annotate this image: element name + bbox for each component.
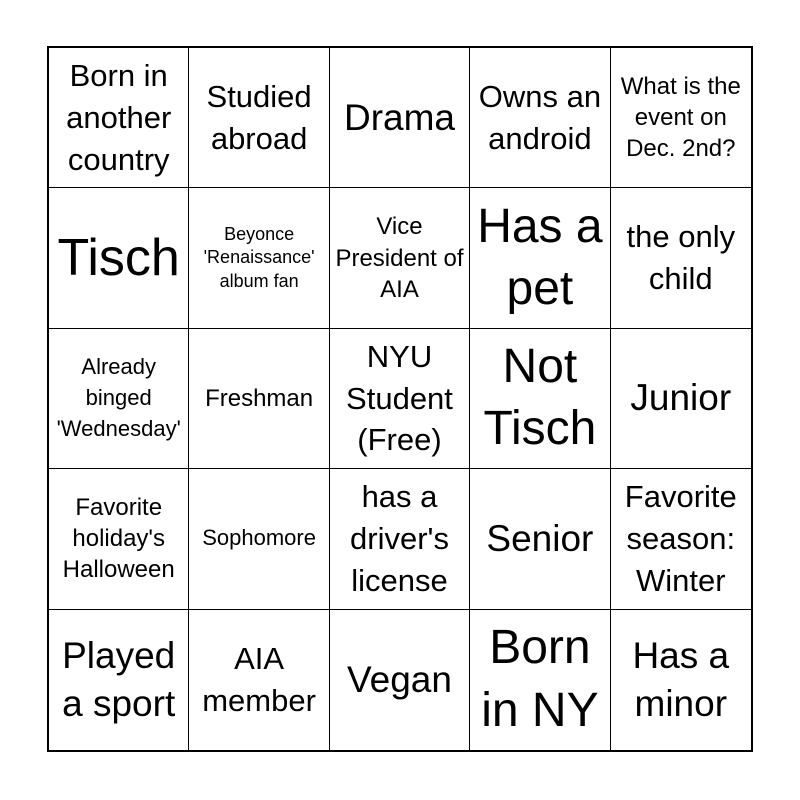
bingo-cell-text: Freshman — [205, 384, 314, 412]
bingo-cell-r1c3[interactable] — [330, 48, 470, 188]
bingo-cell-r5c2[interactable] — [189, 610, 329, 750]
bingo-cell-text: Born in NY — [481, 621, 599, 737]
bingo-cell-r1c2[interactable] — [189, 48, 329, 188]
bingo-cell-text: Drama — [343, 96, 455, 138]
bingo-cell-text: Vegan — [347, 658, 452, 700]
bingo-cell-text: Has a pet — [477, 199, 603, 316]
bingo-cell-r2c4[interactable] — [470, 188, 610, 328]
bingo-cell-text: Owns an android — [478, 78, 602, 156]
bingo-cell-r4c5[interactable] — [611, 469, 751, 609]
bingo-cell-text: Played a sport — [62, 634, 176, 724]
bingo-cell-r3c5[interactable] — [611, 329, 751, 469]
bingo-cell-text: What is the event on Dec. 2nd? — [620, 72, 741, 163]
bingo-cell-r3c2[interactable] — [189, 329, 329, 469]
bingo-cell-r2c3[interactable] — [330, 188, 470, 328]
bingo-cell-text: has a driver's license — [350, 479, 449, 598]
bingo-cell-r4c1[interactable] — [49, 469, 189, 609]
bingo-cell-r1c1[interactable] — [49, 48, 189, 188]
bingo-cell-text: Tisch — [57, 228, 180, 287]
bingo-cell-text: Not Tisch — [483, 340, 597, 456]
bingo-cell-text: Vice President of AIA — [335, 213, 464, 303]
bingo-cell-text: Junior — [630, 377, 732, 419]
bingo-cell-r5c5[interactable] — [611, 610, 751, 750]
bingo-cell-r3c1[interactable] — [49, 329, 189, 469]
bingo-cell-r2c1[interactable] — [49, 188, 189, 328]
bingo-cell-r4c4[interactable] — [470, 469, 610, 609]
bingo-cell-text: Already binged 'Wednesday' — [56, 354, 181, 441]
bingo-cell-text: Studied abroad — [206, 78, 312, 156]
bingo-cell-r3c4[interactable] — [470, 329, 610, 469]
bingo-card — [47, 46, 753, 752]
bingo-cell-text: Born in another country — [66, 57, 172, 177]
bingo-cell-text: Senior — [486, 517, 594, 559]
bingo-cell-text: the only child — [626, 219, 736, 297]
bingo-cell-text: Favorite season: Winter — [624, 479, 737, 598]
bingo-cell-text: Beyonce 'Renaissance' album fan — [203, 224, 315, 291]
bingo-cell-text: Favorite holiday's Halloween — [62, 494, 175, 584]
bingo-cell-text: Sophomore — [202, 525, 316, 551]
bingo-cell-text: NYU Student (Free) — [346, 338, 453, 458]
bingo-cell-r3c3[interactable] — [330, 329, 470, 469]
bingo-cell-r5c1[interactable] — [49, 610, 189, 750]
bingo-cell-text: Has a minor — [632, 634, 730, 724]
bingo-cell-r1c5[interactable] — [611, 48, 751, 188]
bingo-cell-r5c4[interactable] — [470, 610, 610, 750]
bingo-cell-r2c2[interactable] — [189, 188, 329, 328]
bingo-cell-r2c5[interactable] — [611, 188, 751, 328]
bingo-cell-r5c3[interactable] — [330, 610, 470, 750]
bingo-cell-text: AIA member — [202, 640, 316, 718]
bingo-cell-r4c3[interactable] — [330, 469, 470, 609]
bingo-cell-r1c4[interactable] — [470, 48, 610, 188]
bingo-cell-r4c2[interactable] — [189, 469, 329, 609]
